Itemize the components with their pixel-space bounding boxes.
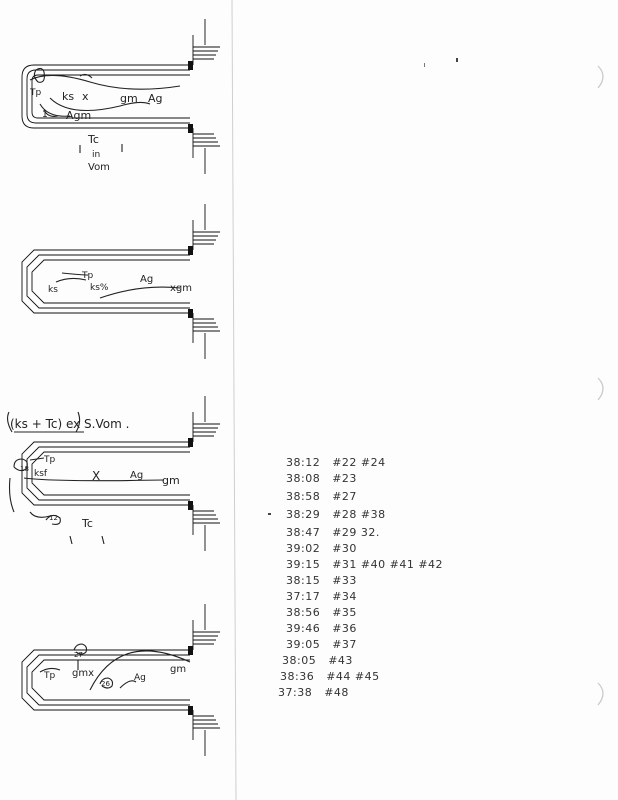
d2-tp-label: Tp <box>82 271 94 281</box>
d1-x-label: x <box>82 90 89 103</box>
split-time-row <box>282 654 353 667</box>
d2-ks-label: ks <box>48 285 58 295</box>
split-time: 39:05 <box>286 638 321 651</box>
swimmer-numbers: #44 #45 <box>326 670 380 683</box>
split-time: 38:58 <box>286 490 321 503</box>
d1-in-label: in <box>92 150 101 160</box>
fold-line <box>232 0 236 800</box>
d3-num18-label: 18 <box>20 465 29 473</box>
d3-num12-label: 12 <box>49 514 58 522</box>
split-times-list <box>252 456 502 716</box>
swimmer-numbers: #36 <box>332 622 357 635</box>
punch-hole <box>598 378 603 400</box>
split-time-row <box>278 686 349 699</box>
swimmer-numbers: #33 <box>332 574 357 587</box>
swimmer-numbers: #29 32. <box>332 526 380 539</box>
split-time-row <box>286 508 386 521</box>
split-time: 39:15 <box>286 558 321 571</box>
swimmer-numbers: #30 <box>332 542 357 555</box>
split-time: 37:17 <box>286 590 321 603</box>
swimmer-numbers: #27 <box>332 490 357 503</box>
d3-ag-label: Ag <box>130 470 144 481</box>
d1-num1-label: 1 <box>42 110 48 120</box>
pencil-stroke <box>10 478 15 512</box>
pencil-stroke <box>80 144 122 153</box>
d4-num26-label: 26 <box>101 680 110 688</box>
pool-wall <box>27 255 193 308</box>
pool-wall <box>22 250 193 313</box>
split-time: 38:12 <box>286 456 321 469</box>
starting-block <box>188 124 193 133</box>
split-time: 39:46 <box>286 622 321 635</box>
d4-num27-label: 27 <box>74 651 83 659</box>
pool-wall <box>32 260 193 303</box>
split-time-row <box>286 472 357 485</box>
starting-block <box>188 646 193 655</box>
d1-tc-label: Tc <box>88 133 99 146</box>
split-time-row <box>286 606 357 619</box>
split-time: 39:02 <box>286 542 321 555</box>
d1-gm-label: gm <box>120 92 138 105</box>
swimmer-numbers: #23 <box>332 472 357 485</box>
punch-hole <box>598 683 603 705</box>
swimmer-numbers: #37 <box>332 638 357 651</box>
d1-agm-label: Agm <box>66 109 92 122</box>
split-time: 38:36 <box>280 670 315 683</box>
d3-ksf-label: ksf <box>34 469 48 479</box>
pool-wall <box>27 70 190 123</box>
swimmer-numbers: #31 #40 #41 #42 <box>332 558 444 571</box>
swimmer-numbers: #43 <box>328 654 353 667</box>
d2-ag-label: Ag <box>140 274 154 285</box>
split-time: 38:05 <box>282 654 317 667</box>
split-time-row <box>286 456 386 469</box>
starting-block <box>188 438 193 447</box>
starting-block <box>188 501 193 510</box>
starting-block <box>188 309 193 318</box>
d2-xgm-label: xgm <box>170 283 193 294</box>
split-time-row <box>280 670 380 683</box>
split-time-row <box>286 490 357 503</box>
split-time-row <box>286 590 357 603</box>
split-time: 38:56 <box>286 606 321 619</box>
split-time: 38:47 <box>286 526 321 539</box>
d1-ks-label: ks <box>62 90 75 103</box>
split-time: 38:29 <box>286 508 321 521</box>
split-time-row <box>286 638 357 651</box>
starting-block <box>188 246 193 255</box>
stray-mark <box>424 63 425 67</box>
split-time-row <box>286 526 380 539</box>
swimmer-numbers: #35 <box>332 606 357 619</box>
d1-tp-label: Tp <box>30 88 42 98</box>
d4-gmx-label: gmx <box>72 668 95 679</box>
pencil-stroke <box>70 536 104 544</box>
split-time: 38:15 <box>286 574 321 587</box>
d3-gm-label: gm <box>162 474 180 487</box>
d4-ag-label: Ag <box>134 673 146 683</box>
split-time: 37:38 <box>278 686 313 699</box>
split-time: 38:08 <box>286 472 321 485</box>
stray-mark <box>456 58 458 62</box>
pool-wall <box>32 75 190 118</box>
d4-tp-label: Tp <box>44 671 56 681</box>
split-time-row <box>286 622 357 635</box>
d1-ag-label: Ag <box>148 92 163 105</box>
swimmer-numbers: #22 #24 <box>332 456 386 469</box>
d2-ksx-label: ks% <box>90 283 109 293</box>
split-time-row <box>286 574 357 587</box>
d3-tp-label: Tp <box>44 455 56 465</box>
starting-block <box>188 706 193 715</box>
swimmer-numbers: #34 <box>332 590 357 603</box>
split-time-row <box>286 542 357 555</box>
swimmer-numbers: #48 <box>324 686 349 699</box>
d3-tc-label: Tc <box>82 517 93 530</box>
d1-vom-label: Vom <box>88 162 110 173</box>
d3-heading: (ks + Tc) ex S.Vom . <box>10 417 130 431</box>
d4-gm-label: gm <box>170 664 187 675</box>
split-time-row <box>286 558 443 571</box>
d3-x-label: X <box>92 469 101 483</box>
pencil-stroke <box>100 287 180 298</box>
pencil-stroke <box>30 75 180 89</box>
punch-hole <box>598 66 603 88</box>
swimmer-numbers: #28 #38 <box>332 508 386 521</box>
starting-block <box>188 61 193 70</box>
